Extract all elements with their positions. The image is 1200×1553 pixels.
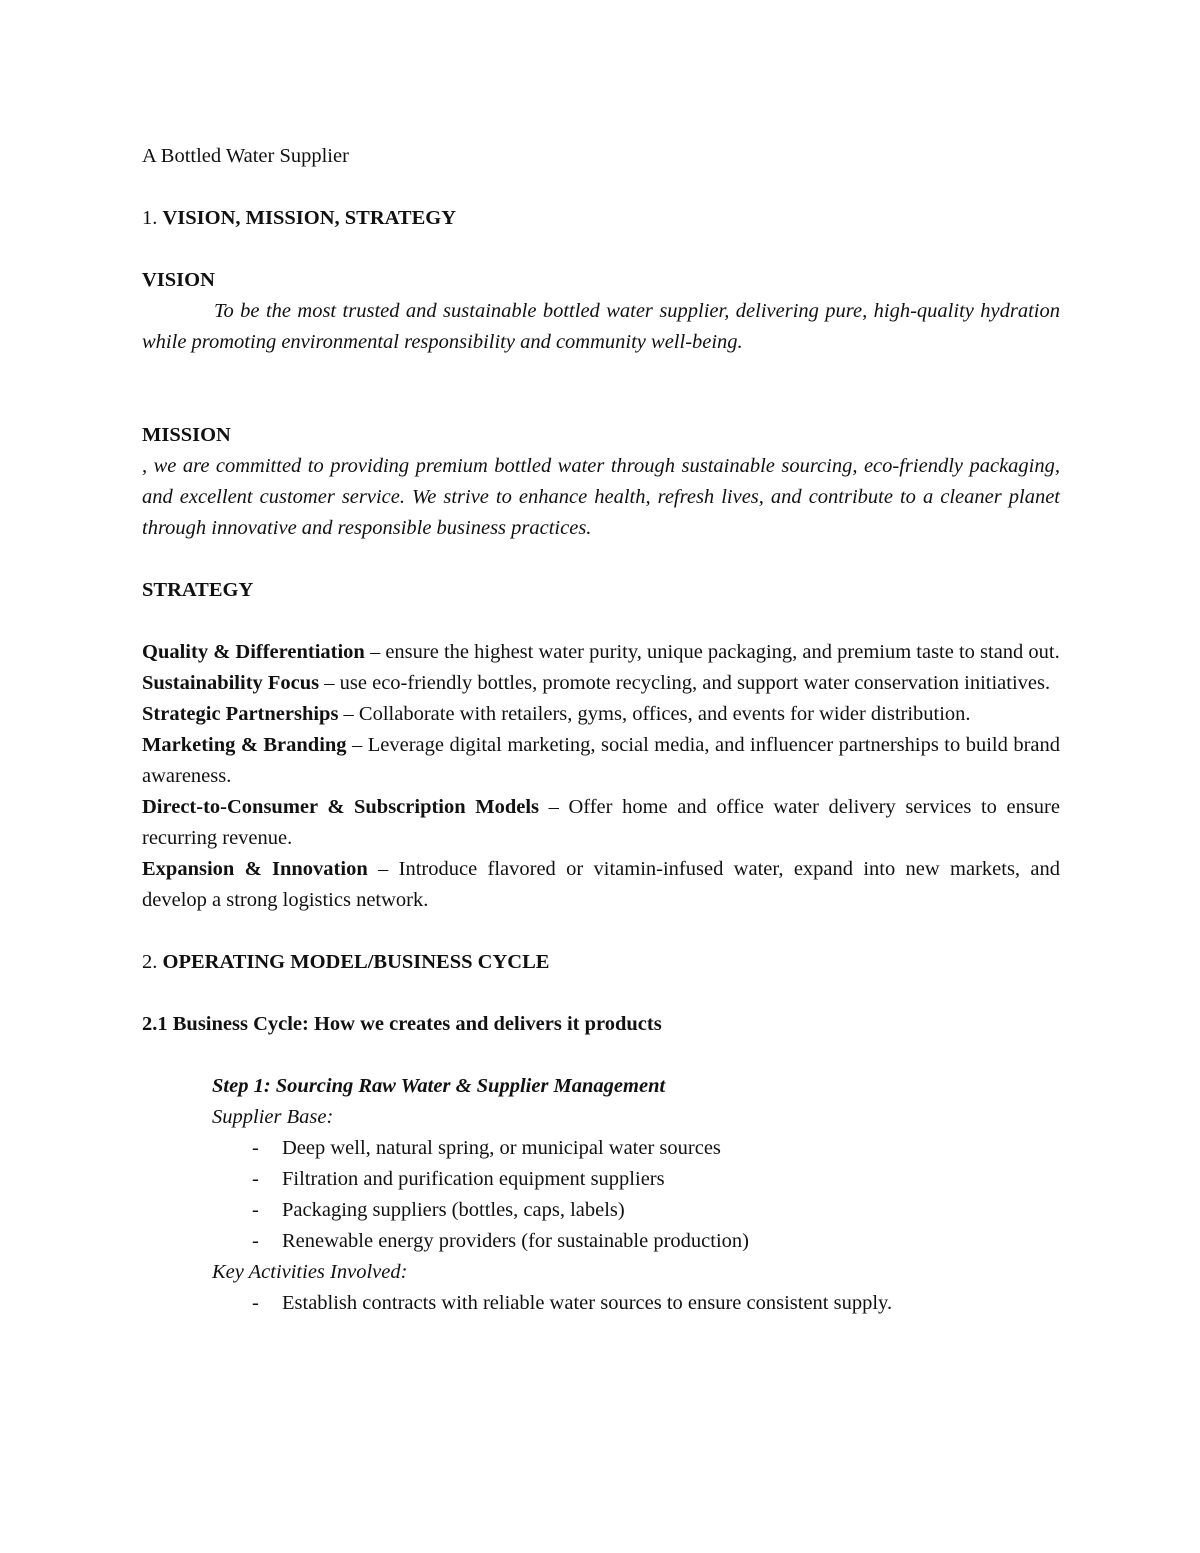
dash-bullet: - bbox=[252, 1199, 259, 1221]
strategy-item-text: – Collaborate with retailers, gyms, offices, and events for wider distribution. bbox=[338, 703, 971, 725]
vision-heading bbox=[142, 265, 1060, 296]
list-item-text: Filtration and purification equipment suppliers bbox=[282, 1168, 665, 1190]
strategy-item bbox=[142, 854, 1060, 916]
mission-heading bbox=[142, 420, 1060, 451]
document-body bbox=[142, 141, 1060, 1319]
supplier-base-label: Supplier Base: bbox=[212, 1106, 334, 1128]
section-2-1-heading-text: 2.1 Business Cycle: How we creates and delivers it products bbox=[142, 1013, 662, 1035]
step-1-title-text: Step 1: Sourcing Raw Water & Supplier Management bbox=[212, 1075, 666, 1097]
strategy-item-title: Marketing & Branding bbox=[142, 734, 347, 756]
strategy-item-text: – Offer home and office water delivery services to ensure recurring revenue. bbox=[142, 796, 1060, 849]
list-item bbox=[212, 1195, 1060, 1226]
strategy-heading bbox=[142, 575, 1060, 606]
key-activities-label: Key Activities Involved: bbox=[212, 1261, 408, 1283]
list-item bbox=[212, 1288, 1060, 1319]
strategy-item bbox=[142, 792, 1060, 854]
section-1-number: 1. bbox=[142, 207, 158, 229]
strategy-item-text: – Introduce flavored or vitamin-infused water, expand into new markets, and develop a strong logistics network. bbox=[142, 858, 1060, 911]
strategy-item bbox=[142, 699, 1060, 730]
section-1-heading bbox=[142, 203, 1060, 234]
mission-statement: , we are committed to providing premium bottled water through sustainable sourcing, eco-friendly packaging, and excellent customer service. We strive to enhance health, refresh lives, and contribute to a cleaner planet through innovative and responsible business practices. bbox=[142, 455, 1060, 539]
supplier-base-list bbox=[212, 1133, 1060, 1257]
mission-heading-text: MISSION bbox=[142, 424, 231, 446]
strategy-item-text: – Leverage digital marketing, social media, and influencer partnerships to build brand awareness. bbox=[142, 734, 1060, 787]
strategy-heading-text: STRATEGY bbox=[142, 579, 254, 601]
dash-bullet: - bbox=[252, 1292, 259, 1314]
dash-bullet: - bbox=[252, 1168, 259, 1190]
list-item bbox=[212, 1133, 1060, 1164]
list-item-text: Packaging suppliers (bottles, caps, labels) bbox=[282, 1199, 625, 1221]
section-1-title: VISION, MISSION, STRATEGY bbox=[162, 207, 457, 229]
section-2-heading bbox=[142, 947, 1060, 978]
strategy-item bbox=[142, 668, 1060, 699]
dash-bullet: - bbox=[252, 1137, 259, 1159]
strategy-item-title: Strategic Partnerships bbox=[142, 703, 339, 725]
section-2-number: 2. bbox=[142, 951, 158, 973]
strategy-item-title: Expansion & Innovation bbox=[142, 858, 368, 880]
list-item bbox=[212, 1164, 1060, 1195]
strategy-item-title: Sustainability Focus bbox=[142, 672, 320, 694]
step-1-block bbox=[212, 1071, 1060, 1319]
section-2-title: OPERATING MODEL/BUSINESS CYCLE bbox=[162, 951, 550, 973]
key-activities-list bbox=[212, 1288, 1060, 1319]
list-item-text: Establish contracts with reliable water sources to ensure consistent supply. bbox=[282, 1292, 893, 1314]
list-item bbox=[212, 1226, 1060, 1257]
section-2-1-heading bbox=[142, 1009, 1060, 1040]
strategy-item-title: Quality & Differentiation bbox=[142, 641, 365, 663]
strategy-item-title: Direct-to-Consumer & Subscription Models bbox=[142, 796, 540, 818]
strategy-item-text: – ensure the highest water purity, unique packaging, and premium taste to stand out. bbox=[364, 641, 1060, 663]
strategy-item bbox=[142, 637, 1060, 668]
list-item-text: Renewable energy providers (for sustainable production) bbox=[282, 1230, 749, 1252]
strategy-item bbox=[142, 730, 1060, 792]
vision-statement: To be the most trusted and sustainable bottled water supplier, delivering pure, high-quality hydration while promoting environmental responsibility and community well-being. bbox=[142, 300, 1060, 353]
step-1-title bbox=[212, 1071, 1060, 1102]
dash-bullet: - bbox=[252, 1230, 259, 1252]
document-title: A Bottled Water Supplier bbox=[142, 145, 349, 167]
strategy-item-text: – use eco-friendly bottles, promote recycling, and support water conservation initiatives. bbox=[319, 672, 1051, 694]
list-item-text: Deep well, natural spring, or municipal water sources bbox=[282, 1137, 721, 1159]
vision-heading-text: VISION bbox=[142, 269, 215, 291]
